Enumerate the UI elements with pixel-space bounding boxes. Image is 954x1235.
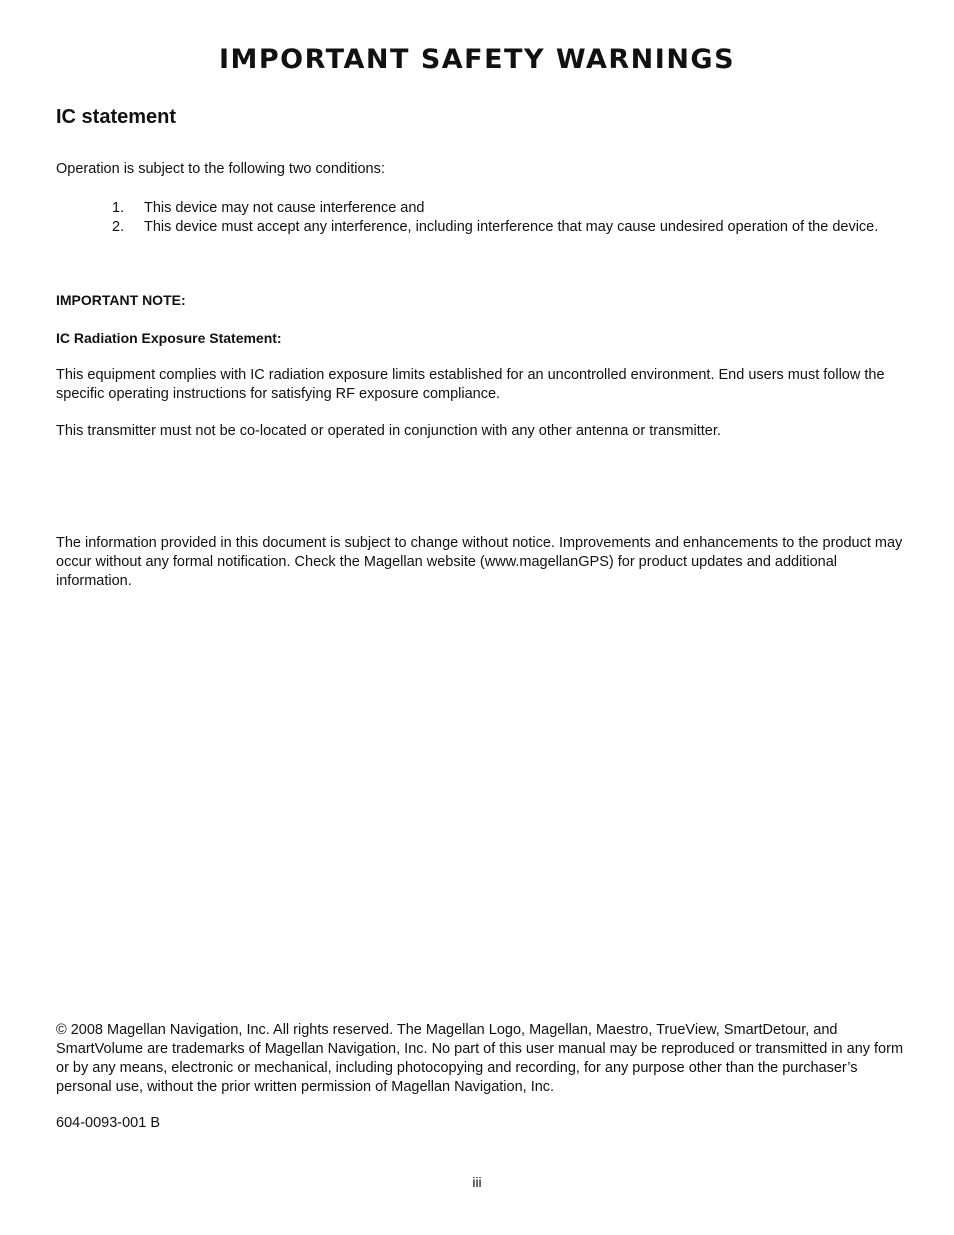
intro-text: Operation is subject to the following two conditions: (56, 161, 385, 177)
section-heading: IC statement (56, 106, 177, 128)
list-item (108, 199, 888, 218)
transmitter-paragraph: This transmitter must not be co-located or operated in conjunction with any other antenna or transmitter. (56, 423, 721, 439)
copyright-paragraph: © 2008 Magellan Navigation, Inc. All rights reserved. The Magellan Logo, Magellan, Maestro, TrueView, SmartDetour, and SmartVolume are trademarks of Magellan Navigation, Inc. No part of this user manual may be reproduced or transmitted in any form or by any means, electronic or mechanical, including photocopying and recording, for any purpose other than the purchaser’s personal use, without the prior written permission of Magellan Navigation, Inc. (56, 1022, 904, 1095)
information-paragraph: The information provided in this document is subject to change without notice. Improvements and enhancements to the product may occur without any formal notification. Check the Magellan website (www.magellanGPS) for product updates and additional information. (56, 535, 903, 589)
important-note-label: IMPORTANT NOTE: (56, 292, 186, 308)
page-number: iii (472, 1174, 482, 1190)
document-number: 604-0093-001 B (56, 1115, 160, 1131)
radiation-heading: IC Radiation Exposure Statement: (56, 330, 282, 346)
list-item (108, 218, 888, 237)
conditions-list (108, 199, 888, 237)
list-item-number: 2. (112, 219, 125, 235)
list-item-text: This device must accept any interference, including interference that may cause undesired operation of the device. (144, 219, 879, 235)
list-item-text: This device may not cause interference and (144, 200, 425, 216)
list-item-number: 1. (112, 200, 125, 216)
page-title: IMPORTANT SAFETY WARNINGS (218, 44, 736, 75)
radiation-paragraph: This equipment complies with IC radiation exposure limits established for an uncontrolled environment. End users must follow the specific operating instructions for satisfying RF exposure compliance. (56, 367, 885, 402)
